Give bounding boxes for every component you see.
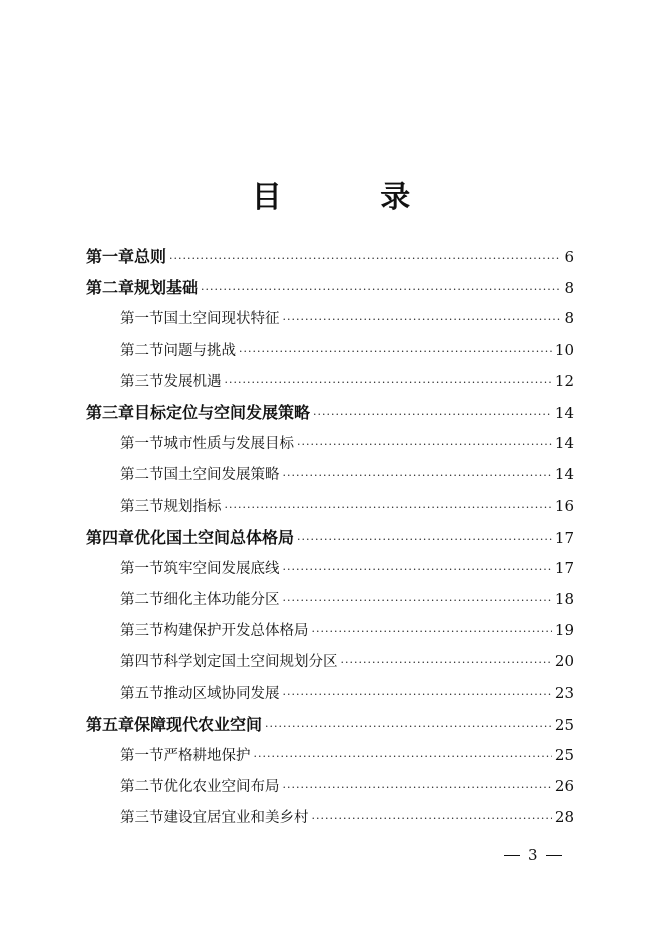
toc-chapter-entry[interactable] bbox=[86, 241, 574, 272]
toc-chapter-entry[interactable] bbox=[86, 272, 574, 303]
toc-entry-number: 第三节 bbox=[120, 373, 164, 390]
toc-entry-number: 第二节 bbox=[120, 592, 164, 609]
toc-section-entry[interactable] bbox=[86, 771, 574, 802]
toc-entry-label: 发展机遇 bbox=[163, 373, 222, 390]
toc-entry-label: 规划基础 bbox=[134, 278, 199, 298]
toc-entry-label: 严格耕地保护 bbox=[163, 748, 251, 764]
toc-entry-label: 目标定位与空间发展策略 bbox=[134, 402, 311, 422]
toc-leader-dots bbox=[254, 741, 552, 772]
toc-leader-dots bbox=[283, 585, 552, 616]
toc-entry-number: 第一节 bbox=[120, 436, 164, 453]
toc-entry-page: 17 bbox=[554, 558, 574, 577]
toc-entry-page: 25 bbox=[554, 746, 574, 764]
toc-entry-page: 6 bbox=[564, 248, 574, 266]
toc-entry-label: 问题与挑战 bbox=[163, 342, 236, 359]
toc-leader-dots bbox=[283, 772, 552, 803]
toc-leader-dots bbox=[297, 524, 552, 555]
toc-section-entry[interactable] bbox=[86, 491, 574, 522]
toc-entry-label: 国土空间现状特征 bbox=[163, 311, 280, 328]
footer-dash-left bbox=[504, 855, 520, 856]
toc-entry-label: 优化国土空间总体格局 bbox=[134, 527, 295, 547]
toc-section-entry[interactable] bbox=[86, 366, 574, 397]
toc-section-entry[interactable] bbox=[86, 553, 574, 584]
page-number: 3 bbox=[528, 846, 538, 864]
toc-leader-dots bbox=[225, 492, 552, 523]
toc-entry-number: 第二节 bbox=[120, 342, 164, 359]
toc-leader-dots bbox=[169, 243, 561, 274]
toc-leader-dots bbox=[313, 399, 552, 430]
toc-entry-label: 优化农业空间布局 bbox=[163, 779, 280, 796]
toc-entry-number: 第五章 bbox=[86, 714, 135, 734]
toc-leader-dots bbox=[239, 336, 552, 367]
toc-entry-number: 第四章 bbox=[86, 527, 135, 547]
toc-entry-page: 20 bbox=[554, 652, 574, 671]
toc-entry-label: 建设宜居宜业和美乡村 bbox=[163, 810, 309, 827]
toc-chapter-entry[interactable] bbox=[86, 397, 574, 428]
toc-section-entry[interactable] bbox=[86, 615, 574, 646]
toc-entry-number: 第二章 bbox=[86, 278, 135, 298]
toc-section-entry[interactable] bbox=[86, 678, 574, 709]
toc-entry-label: 国土空间发展策略 bbox=[163, 467, 280, 484]
toc-leader-dots bbox=[225, 367, 552, 398]
toc-leader-dots bbox=[265, 711, 552, 742]
toc-entry-page: 18 bbox=[554, 590, 574, 609]
toc-chapter-entry[interactable] bbox=[86, 522, 574, 553]
toc-entry-number: 第一节 bbox=[120, 748, 164, 764]
toc-entry-number: 第三节 bbox=[120, 498, 164, 515]
toc-entry-page: 28 bbox=[554, 808, 574, 827]
toc-entry-label: 保障现代农业空间 bbox=[134, 714, 263, 734]
toc-entry-page: 12 bbox=[554, 371, 574, 390]
toc-entry-label: 城市性质与发展目标 bbox=[163, 436, 294, 453]
toc-entry-page: 25 bbox=[554, 715, 574, 734]
toc-entry-page: 14 bbox=[554, 465, 574, 484]
toc-entry-label: 规划指标 bbox=[163, 498, 222, 515]
toc-entry-page: 10 bbox=[554, 340, 574, 359]
toc-entry-page: 16 bbox=[554, 496, 574, 515]
toc-section-entry[interactable] bbox=[86, 303, 574, 334]
footer-dash-right bbox=[546, 855, 562, 856]
toc-section-entry[interactable] bbox=[86, 335, 574, 366]
toc-leader-dots bbox=[283, 679, 552, 710]
toc-entry-number: 第一章 bbox=[86, 247, 135, 266]
toc-entry-label: 总则 bbox=[134, 247, 167, 266]
toc-entry-page: 14 bbox=[554, 403, 574, 422]
toc-chapter-entry[interactable] bbox=[86, 709, 574, 740]
toc-section-entry[interactable] bbox=[86, 584, 574, 615]
page-title: 目 录 bbox=[251, 180, 455, 215]
toc-entry-number: 第三节 bbox=[120, 623, 164, 640]
toc-leader-dots bbox=[297, 429, 552, 460]
toc-entry-label: 推动区域协同发展 bbox=[163, 685, 280, 702]
toc-section-entry[interactable] bbox=[86, 428, 574, 459]
toc-entry-label: 构建保护开发总体格局 bbox=[163, 623, 309, 640]
toc-section-entry[interactable] bbox=[86, 646, 574, 677]
toc-leader-dots bbox=[341, 647, 552, 678]
toc-entry-number: 第一节 bbox=[120, 311, 164, 328]
toc-entry-label: 细化主体功能分区 bbox=[163, 592, 280, 609]
toc-entry-page: 26 bbox=[554, 777, 574, 796]
toc-leader-dots bbox=[312, 616, 552, 647]
toc-entry-number: 第四节 bbox=[120, 654, 164, 671]
toc-entry-number: 第五节 bbox=[120, 685, 164, 702]
toc-leader-dots bbox=[283, 460, 552, 491]
toc-leader-dots bbox=[201, 274, 561, 305]
toc-section-entry[interactable] bbox=[86, 740, 574, 771]
toc-entry-number: 第三节 bbox=[120, 810, 164, 827]
toc-entry-page: 14 bbox=[554, 434, 574, 453]
toc-entry-page: 17 bbox=[554, 528, 574, 547]
table-of-contents bbox=[86, 241, 574, 834]
toc-section-entry[interactable] bbox=[86, 459, 574, 490]
toc-entry-page: 8 bbox=[564, 279, 574, 298]
toc-entry-page: 23 bbox=[554, 683, 574, 702]
toc-entry-label: 筑牢空间发展底线 bbox=[163, 560, 280, 577]
toc-leader-dots bbox=[283, 554, 552, 585]
toc-section-entry[interactable] bbox=[86, 802, 574, 833]
toc-entry-number: 第三章 bbox=[86, 402, 135, 422]
toc-entry-number: 第二节 bbox=[120, 467, 164, 484]
toc-entry-number: 第一节 bbox=[120, 560, 164, 577]
toc-entry-page: 19 bbox=[554, 621, 574, 640]
page-footer bbox=[504, 846, 562, 864]
toc-leader-dots bbox=[312, 803, 552, 834]
toc-entry-number: 第二节 bbox=[120, 779, 164, 796]
toc-entry-label: 科学划定国土空间规划分区 bbox=[163, 654, 338, 671]
toc-leader-dots bbox=[283, 304, 562, 335]
toc-entry-page: 8 bbox=[564, 309, 574, 328]
